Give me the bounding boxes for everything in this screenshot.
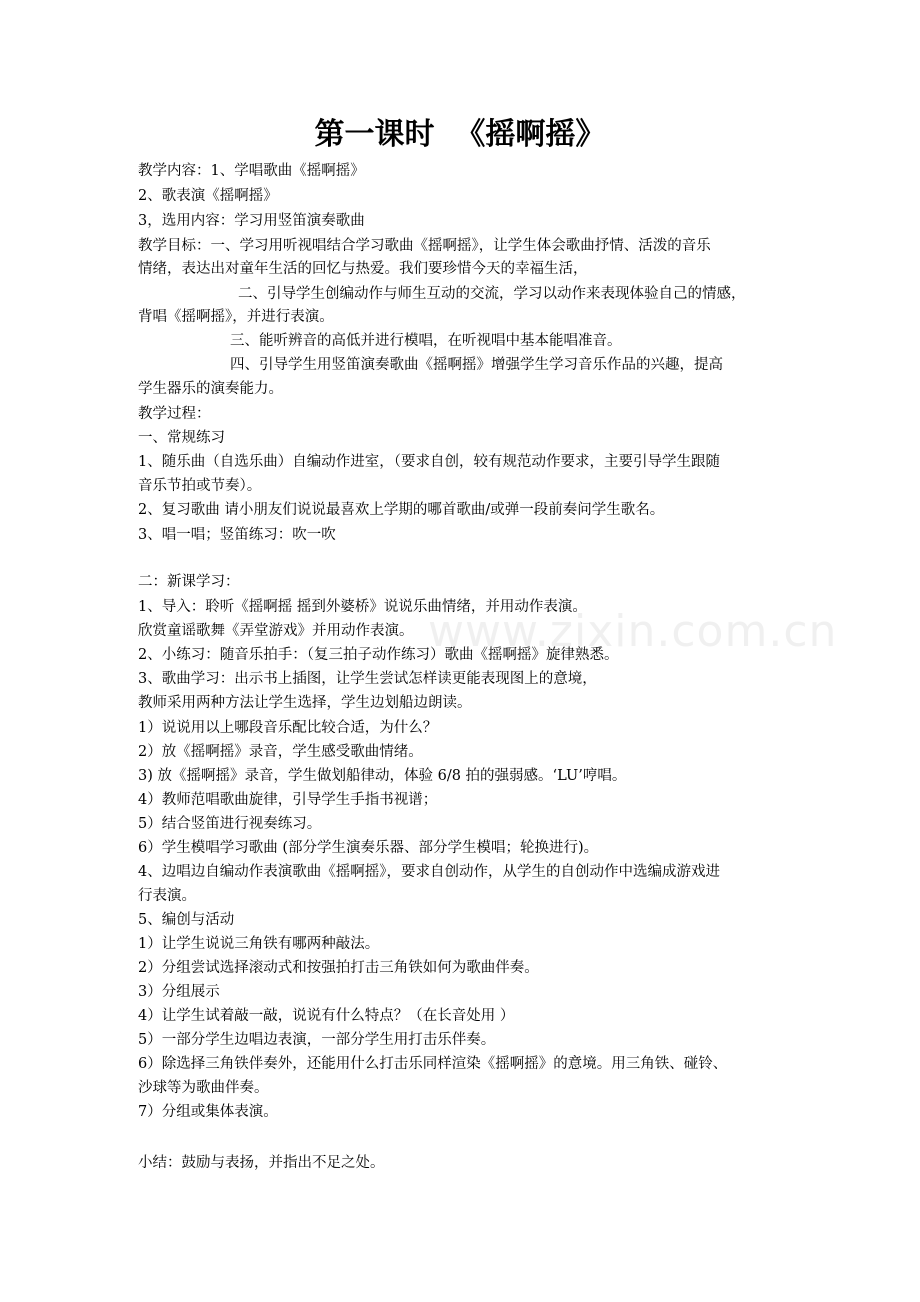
text-line: 3) 放《摇啊摇》录音，学生做划船律动，体验 6/8 拍的强弱感。‘LU’哼唱。 [138,768,627,784]
text-line: 三、能听辨音的高低并进行模唱，在听视唱中基本能唱准音。 [230,333,622,349]
text-line: 行表演。 [138,888,196,904]
text-line: 教学过程： [138,406,211,422]
text-line: 情绪，表达出对童年生活的回忆与热爱。我们要珍惜今天的幸福生活， [138,261,588,277]
text-line: 1）让学生说说三角铁有哪两种敲法。 [138,936,380,952]
text-line: 4）教师范唱歌曲旋律，引导学生手指书视谱； [138,792,438,808]
text-line: 3、歌曲学习：出示书上插图，让学生尝试怎样读更能表现图上的意境， [138,671,597,687]
text-line: 2）放《摇啊摇》录音，学生感受歌曲情绪。 [138,744,423,760]
text-line: 5、编创与活动 [138,912,235,928]
text-line: 6）除选择三角铁伴奏外，还能用什么打击乐同样渲染《摇啊摇》的意境。用三角铁、碰铃、 [138,1056,728,1072]
section-heading: 一、常规练习 [138,430,225,446]
text-line: 学生器乐的演奏能力。 [138,381,283,397]
text-line: 1、导入：聆听《摇啊摇 摇到外婆桥》说说乐曲情绪，并用动作表演。 [138,599,587,615]
text-line: 4）让学生试着敲一敲，说说有什么特点？（在长音处用 ） [138,1008,515,1024]
text-line: 5）一部分学生边唱边表演，一部分学生用打击乐伴奏。 [138,1032,496,1048]
text-line: 2、小练习：随音乐拍手：（复三拍子动作练习）歌曲《摇啊摇》旋律熟悉。 [138,647,619,663]
text-line: 2、复习歌曲 请小朋友们说说最喜欢上学期的哪首歌曲/或弹一段前奏问学生歌名。 [138,502,665,518]
text-line: 4、边唱边自编动作表演歌曲《摇啊摇》，要求自创动作，从学生的自创动作中选编成游戏进 [138,864,720,880]
text-line: 3）分组展示 [138,984,220,1000]
summary-line: 小结：鼓励与表扬，并指出不足之处。 [138,1155,385,1171]
text-line: 6）学生模唱学习歌曲 (部分学生演奏乐器、部分学生模唱；轮换进行)。 [138,840,599,856]
text-line: 2）分组尝试选择滚动式和按强拍打击三角铁如何为歌曲伴奏。 [138,960,539,976]
watermark: www.zixin.com.cn [428,606,838,657]
text-line: 教师采用两种方法让学生选择，学生边划船边朗读。 [138,695,472,711]
text-line: 二、引导学生创编动作与师生互动的交流，学习以动作来表现体验自己的情感， [238,286,746,302]
text-line: 教学内容：1、学唱歌曲《摇啊摇》 [138,163,365,179]
text-line: 1）说说用以上哪段音乐配比较合适，为什么？ [138,720,438,736]
text-line: 2、歌表演《摇啊摇》 [138,188,278,204]
text-line: 欣赏童谣歌舞《弄堂游戏》并用动作表演。 [138,623,414,639]
text-line: 教学目标：一、学习用听视唱结合学习歌曲《摇啊摇》，让学生体会歌曲抒情、活泼的音乐 [138,238,711,254]
text-line: 1、随乐曲（自选乐曲）自编动作进室，（要求自创，较有规范动作要求，主要引导学生跟随 [138,454,720,470]
text-line: 3，选用内容：学习用竖笛演奏歌曲 [138,213,365,229]
text-line: 5）结合竖笛进行视奏练习。 [138,816,322,832]
text-line: 沙球等为歌曲伴奏。 [138,1080,269,1096]
text-line: 7）分组或集体表演。 [138,1104,278,1120]
lesson-title: 第一课时 《摇啊摇》 [314,117,606,152]
text-line: 背唱《摇啊摇》，并进行表演。 [138,309,334,325]
section-heading: 二：新课学习： [138,574,240,590]
text-line: 四、引导学生用竖笛演奏歌曲《摇啊摇》增强学生学习音乐作品的兴趣，提高 [230,357,723,373]
text-line: 3、唱一唱；竖笛练习：吹一吹 [138,527,336,543]
text-line: 音乐节拍或节奏）。 [138,478,262,494]
